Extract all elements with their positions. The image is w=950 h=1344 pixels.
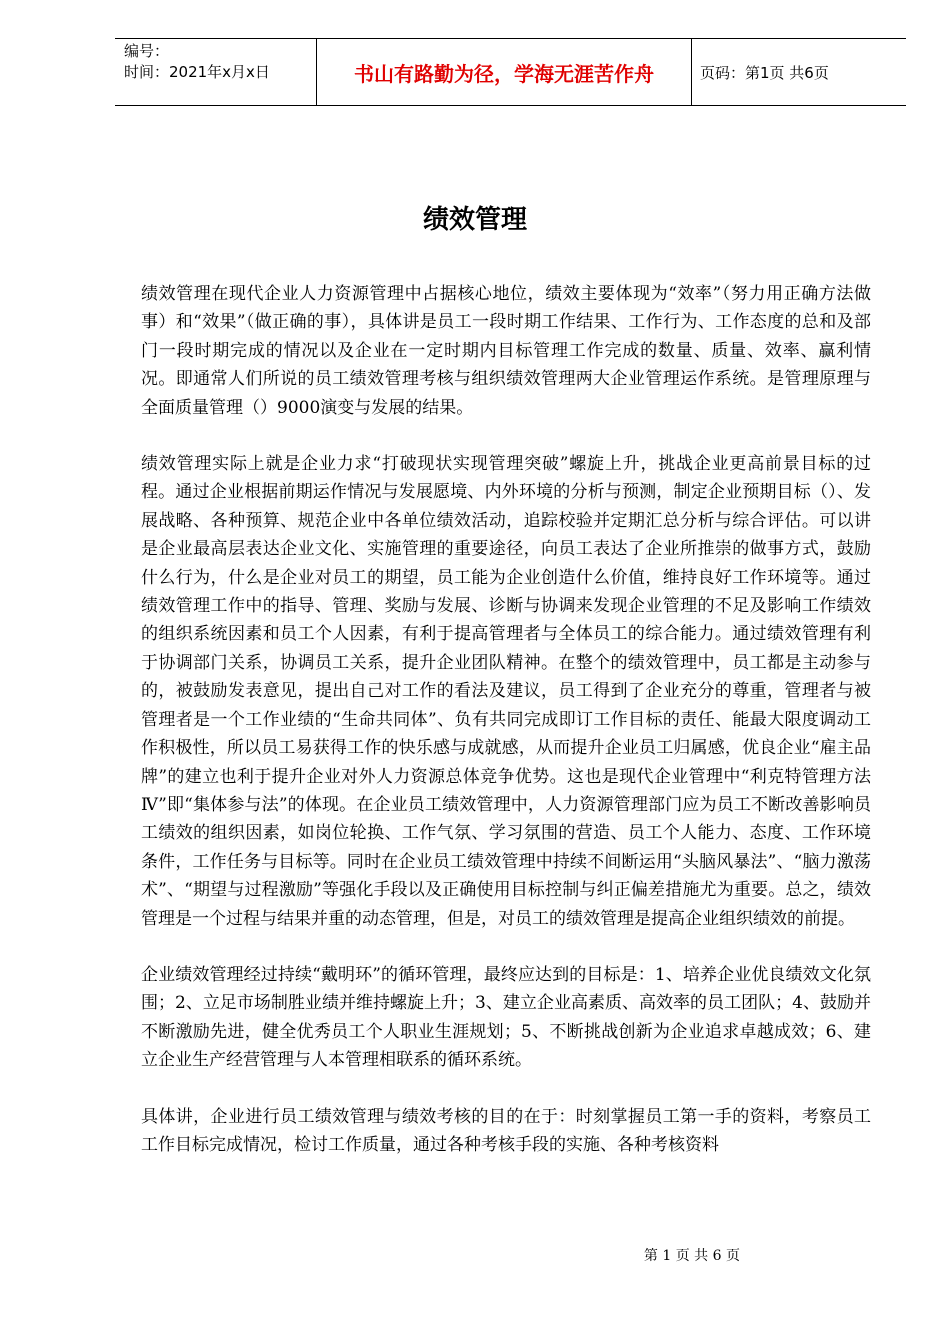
header-page-info: 页码：第1页 共6页 (700, 63, 829, 82)
header-motto: 书山有路勤为径，学海无涯苦作舟 (316, 39, 692, 105)
paragraph: 企业绩效管理经过持续“戴明环”的循环管理，最终应达到的目标是：1、培养企业优良绩效文化氛围；2、立足市场制胜业绩并维持螺旋上升；3、建立企业高素质、高效率的员工团队；4、鼓励并不断激励先进，健全优秀员工个人职业生涯规划；5、不断挑战创新为企业追求卓越成效；6、建立企业生产经营管理与人本管理相联系的循环系统。 (141, 964, 871, 1071)
page-footer: 第 1 页 共 6 页 (643, 1248, 740, 1264)
document-body (141, 280, 871, 1187)
header-meta (115, 39, 316, 105)
paragraph: 绩效管理在现代企业人力资源管理中占据核心地位，绩效主要体现为“效率”（努力用正确方法做事）和“效果”（做正确的事），具体讲是员工一段时期工作结果、工作行为、工作态度的总和及部门一段时期完成的情况以及企业在一定时期内目标管理工作完成的数量、质量、效率、赢利情况。即通常人们所说的员工绩效管理考核与组织绩效管理两大企业管理运作系统。是管理原理与全面质量管理（）9000演变与发展的结果。 (141, 284, 871, 418)
document-title: 绩效管理 (422, 205, 527, 235)
page-header (115, 38, 906, 106)
paragraph: 绩效管理实际上就是企业力求“打破现状实现管理突破”螺旋上升，挑战企业更高前景目标的过程。通过企业根据前期运作情况与发展愿境、内外环境的分析与预测，制定企业预期目标（）、发展战略、各种预算、规范企业中各单位绩效活动，追踪校验并定期汇总分析与综合评估。可以讲是企业最高层表达企业文化、实施管理的重要途径，向员工表达了企业所推崇的做事方式，鼓励什么行为，什么是企业对员工的期望，员工能为企业创造什么价值，维持良好工作环境等。通过绩效管理工作中的指导、管理、奖励与发展、诊断与协调来发现企业管理的不足及影响工作绩效的组织系统因素和员工个人因素，有利于提高管理者与全体员工的综合能力。通过绩效管理有利于协调部门关系，协调员工关系，提升企业团队精神。在整个的绩效管理中，员工都是主动参与的，被鼓励发表意见，提出自己对工作的看法及建议，员工得到了企业充分的尊重，管理者与被管理者是一个工作业绩的“生命共同体”、负有共同完成即订工作目标的责任、能最大限度调动工作积极性，所以员工易获得工作的快乐感与成就感，从而提升企业员工归属感，优良企业“雇主品牌”的建立也利于提升企业对外人力资源总体竞争优势。这也是现代企业管理中“利克特管理方法Ⅳ”即“集体参与法”的体现。在企业员工绩效管理中，人力资源管理部门应为员工不断改善影响员工绩效的组织因素，如岗位轮换、工作气氛、学习氛围的营造、员工个人能力、态度、工作环境条件，工作任务与目标等。同时在企业员工绩效管理中持续不间断运用“头脑风暴法”、“脑力激荡术”、“期望与过程激励”等强化手段以及正确使用目标控制与纠正偏差措施尤为重要。总之，绩效管理是一个过程与结果并重的动态管理，但是，对员工的绩效管理是提高企业组织绩效的前提。 (141, 454, 871, 929)
document-number-label: 编号： (124, 42, 170, 60)
paragraph: 具体讲，企业进行员工绩效管理与绩效考核的目的在于：时刻掌握员工第一手的资料，考察员工工作目标完成情况，检讨工作质量，通过各种考核手段的实施、各种考核资料 (141, 1106, 871, 1155)
document-time-label: 时间：2021年x月x日 (124, 63, 270, 81)
